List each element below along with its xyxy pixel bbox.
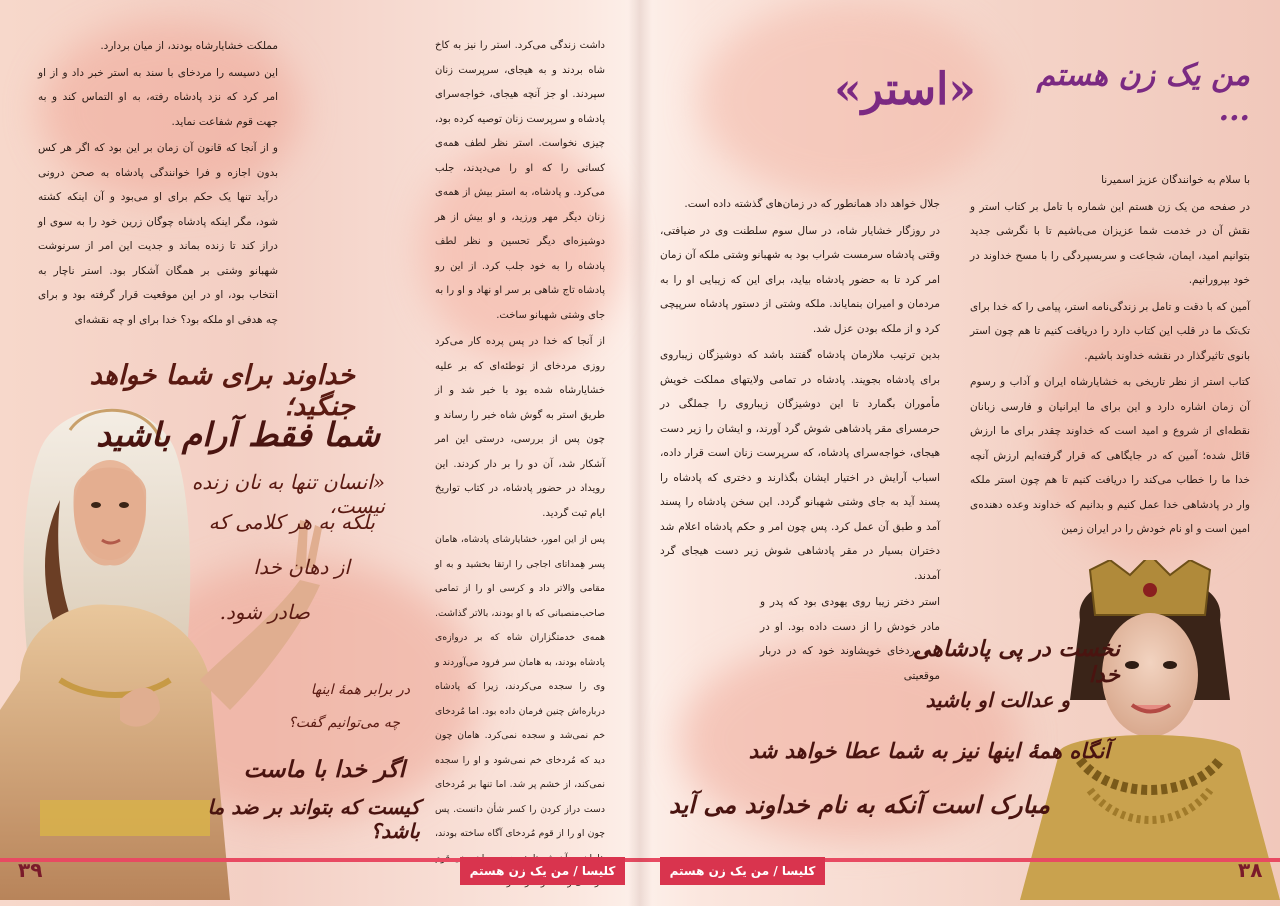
quote-left-mid-1: «انسان تنها به نان زنده نیست، bbox=[191, 470, 385, 518]
paragraph: کتاب استر از نظر تاریخی به خشایارشاه ایران و آداب و رسوم آن زمان اشاره دارد و این برای ما ایرانیان و فارسی زبانان نقطه‌ای از شروع و امید است که خداوند چقدر برای ما ارزش قائل شده؛ آمین که در جایگاهی که قرار گرفته‌ایم ارزش آنچه خدا ما را خطاب می‌کند را دریافت کنیم تا هم چون استر ملکه وار در پادشاهی خدا عمل کنیم و بدانیم که خداوند وعده دهنده‌ی امین است و او نام خودش را در ایران زمین bbox=[970, 376, 1250, 535]
footer-section-tab: کلیسا / من یک زن هستم bbox=[660, 857, 825, 885]
quote-left-low-1: اگر خدا با ماست bbox=[243, 756, 405, 783]
paragraph: بدین ترتیب ملازمان پادشاه گفتند باشد که دوشیزگان زیباروی برای پادشاه بجویند. پادشاه در تمامی ولایتهای مملکت خویش مأموران بگمارد تا این دوشیزگان زیباروی را جملگی در حرمسرای مقر پادشاهی شوش گرد آورند، و ایشان را زیر دست هیجای، خواجه‌سرای پادشاه، که سرپرست زنان است قرار داده، اسباب آرایش در اختیار ایشان بگذارند و دختری که پادشاه را پسند آید به جای وشتی شهبانو گردد. این سخن پادشاه را پسند آمد و طبق آن عمل کرد. پس چون امر و حکم پادشاه اعلام شد دختران بسیار در مقر پادشاهی شوش زیر دست هیجای گرد آمدند. bbox=[660, 349, 940, 582]
page-number-right: ۳۸ bbox=[1238, 858, 1263, 882]
paragraph: در روزگار خشایار شاه، در سال سوم سلطنت وی در ضیافتی، وقتی پادشاه سرمست شراب بود به شهبانو وشتی ملکه آن زمان امر کرد تا به حضور پادشاه بیاید، برای این که زیبایی او را به مردمان و امیران بنمایاند. ملکه وشتی از دستور پادشاه سرپیچی کرد و از ملکه بودن عزل شد. bbox=[660, 224, 940, 335]
paragraph: جلال خواهد داد همانطور که در زمان‌های گذشته داده است. bbox=[684, 198, 940, 210]
center-fold bbox=[628, 0, 652, 906]
paragraph: داشت زندگی می‌کرد. استر را نیز به کاخ شاه بردند و به هیجای، سرپرست زنان سپردند. او جز آنچه هیجای، خواجه‌سرای پادشاه و سرپرست زنان توصیه کرده بود، چیزی نخواست. استر نظر لطف همه‌ی کسانی را که او را می‌دیدند، جلب می‌کرد. و پادشاه، به استر بیش از همه‌ی زنان دیگر مهر ورزید، و او بیش از هر دوشیزه‌ای دیگر تحسین و نظر لطف پادشاه را به خود جلب کرد. از این رو پادشاه تاج شاهی بر سر او نهاد و او را به جای وشتی شهبانو ساخت. bbox=[435, 40, 605, 321]
paragraph: آمین که با دقت و تامل بر زندگی‌نامه استر، پیامی را که خدا برای تک‌تک ما در قلب این کتاب دارد را دریافت کنیم تا هم چون استر بانوی تاثیرگذار در نقشه خداوند باشیم. bbox=[970, 300, 1250, 362]
left-text-column-2 bbox=[38, 34, 278, 334]
page-number-left: ۳۹ bbox=[18, 858, 43, 882]
quote-left-low-2: کیست که بتواند بر ضد ما باشد؟ bbox=[207, 795, 420, 843]
quote-left-mid-3: از دهان خدا bbox=[253, 555, 350, 579]
quote-left-small-2: چه می‌توانیم گفت؟ bbox=[288, 715, 400, 731]
quote-left-mid-2: بلکه به هر کلامی که bbox=[208, 510, 375, 534]
quote-right-1: نخست در پی پادشاهی خدا bbox=[912, 636, 1120, 688]
quote-left-big-1: خداوند برای شما خواهد جنگید؛ bbox=[89, 360, 355, 422]
left-text-column-1 bbox=[435, 34, 605, 898]
paragraph: پس از این امور، خشایارشای پادشاه، هامان پسر هِمداتای اجاجی را ارتقا بخشید و به او مقامی والاتر داد و کرسی او را از تمامی صاحب‌منصبانی که با او بودند، بالاتر گذاشت. همه‌ی خدمتگزاران شاه که بر دروازه‌ی پادشاه بودند، به هامان سر فرود می‌آوردند و وی را سجده می‌کردند، زیرا که پادشاه درباره‌اش چنین فرمان داده بود. اما مُردخای خم نمی‌شد و سجده نمی‌کرد. هامان چون دید که مُردخای خم نمی‌شود و او را سجده نمی‌کند، از خشم پر شد. اما تنها بر مُردخای دست دراز کردن را کسر شأن دانست. پس چون او را از قوم مُردخای آگاه ساخته بودند، bbox=[435, 534, 605, 839]
paragraph: مملکت خشایارشاه بودند، از میان بردارد. bbox=[100, 40, 278, 52]
quote-right-3: آنگاه همهٔ اینها نیز به شما عطا خواهد شد bbox=[748, 738, 1110, 763]
greeting: با سلام به خوانندگان عزیز اسمیرنا bbox=[1101, 174, 1250, 186]
header-kicker: من یک زن هستم ... bbox=[1036, 58, 1250, 128]
footer-section-tab: کلیسا / من یک زن هستم bbox=[460, 857, 625, 885]
quote-left-mid-4: صادر شود. bbox=[219, 600, 310, 624]
paragraph: و از آنجا که قانون آن زمان بر این بود که اگر هر کس بدون اجازه و فرا خوانندگی پادشاه به صحن درونی درآید تنها یک حکم برای او می‌بود و آن اینکه کشته شود، مگر اینکه پادشاه چوگان زرین خود را به سوی او دراز کند تا زنده بماند و جدیت این امر از سرنوشت شهبانو وشتی بر همگان آشکار بود. استر ناچار به انتخاب بود، او در این موقعیت قرار گرفته بود و برای چه هدفی او ملکه بود؟ خدا برای او چه نقشه‌ای bbox=[38, 142, 278, 326]
page-right bbox=[640, 0, 1280, 906]
paragraph: از آنجا که خدا در پس پرده کار می‌کرد روزی مردخای از توطئه‌ای که بر علیه خشایارشاه شده بود با خبر شد و از طریق استر به گوش شاه خبر را رساند و چون پس از بررسی، درستی این امر آشکار شد، آن دو را بر دار کردند. این رویداد در حضور پادشاه، در کتاب تواریخ ایام ثبت گردید. bbox=[435, 336, 605, 519]
right-text-column-1 bbox=[970, 168, 1250, 544]
quote-left-big-2: شما فقط آرام باشید bbox=[96, 415, 380, 454]
quote-right-4: مبارک است آنکه به نام خداوند می آید bbox=[669, 790, 1050, 819]
article-title: «استر» bbox=[834, 64, 976, 115]
right-text-column-2 bbox=[660, 192, 940, 690]
quote-right-2: و عدالت او باشید bbox=[925, 688, 1070, 712]
paragraph: این دسیسه را مردخای با سند به استر خبر داد و از او امر کرد که نزد پادشاه رفته، به او التماس کند و به جهت قوم شفاعت نماید. bbox=[38, 66, 278, 128]
queen-illustration bbox=[1020, 560, 1280, 900]
paragraph: استر دختر زیبا روی یهودی بود که پدر و مادر خودش را از دست داده بود. او در نزد مردخای خویشاوند خود که در دربار موقعیتی bbox=[760, 596, 940, 682]
paragraph: در صفحه من یک زن هستم این شماره با تامل بر کتاب استر و نقش آن در خدمت شما عزیزان می‌باشیم تا با نگرشی جدید بتوانیم امید، ایمان، شجاعت و سربسپردگی را با مسح خداوند در خود بپرورانیم. bbox=[970, 200, 1250, 286]
quote-left-small-1: در برابر همهٔ اینها bbox=[310, 682, 410, 698]
